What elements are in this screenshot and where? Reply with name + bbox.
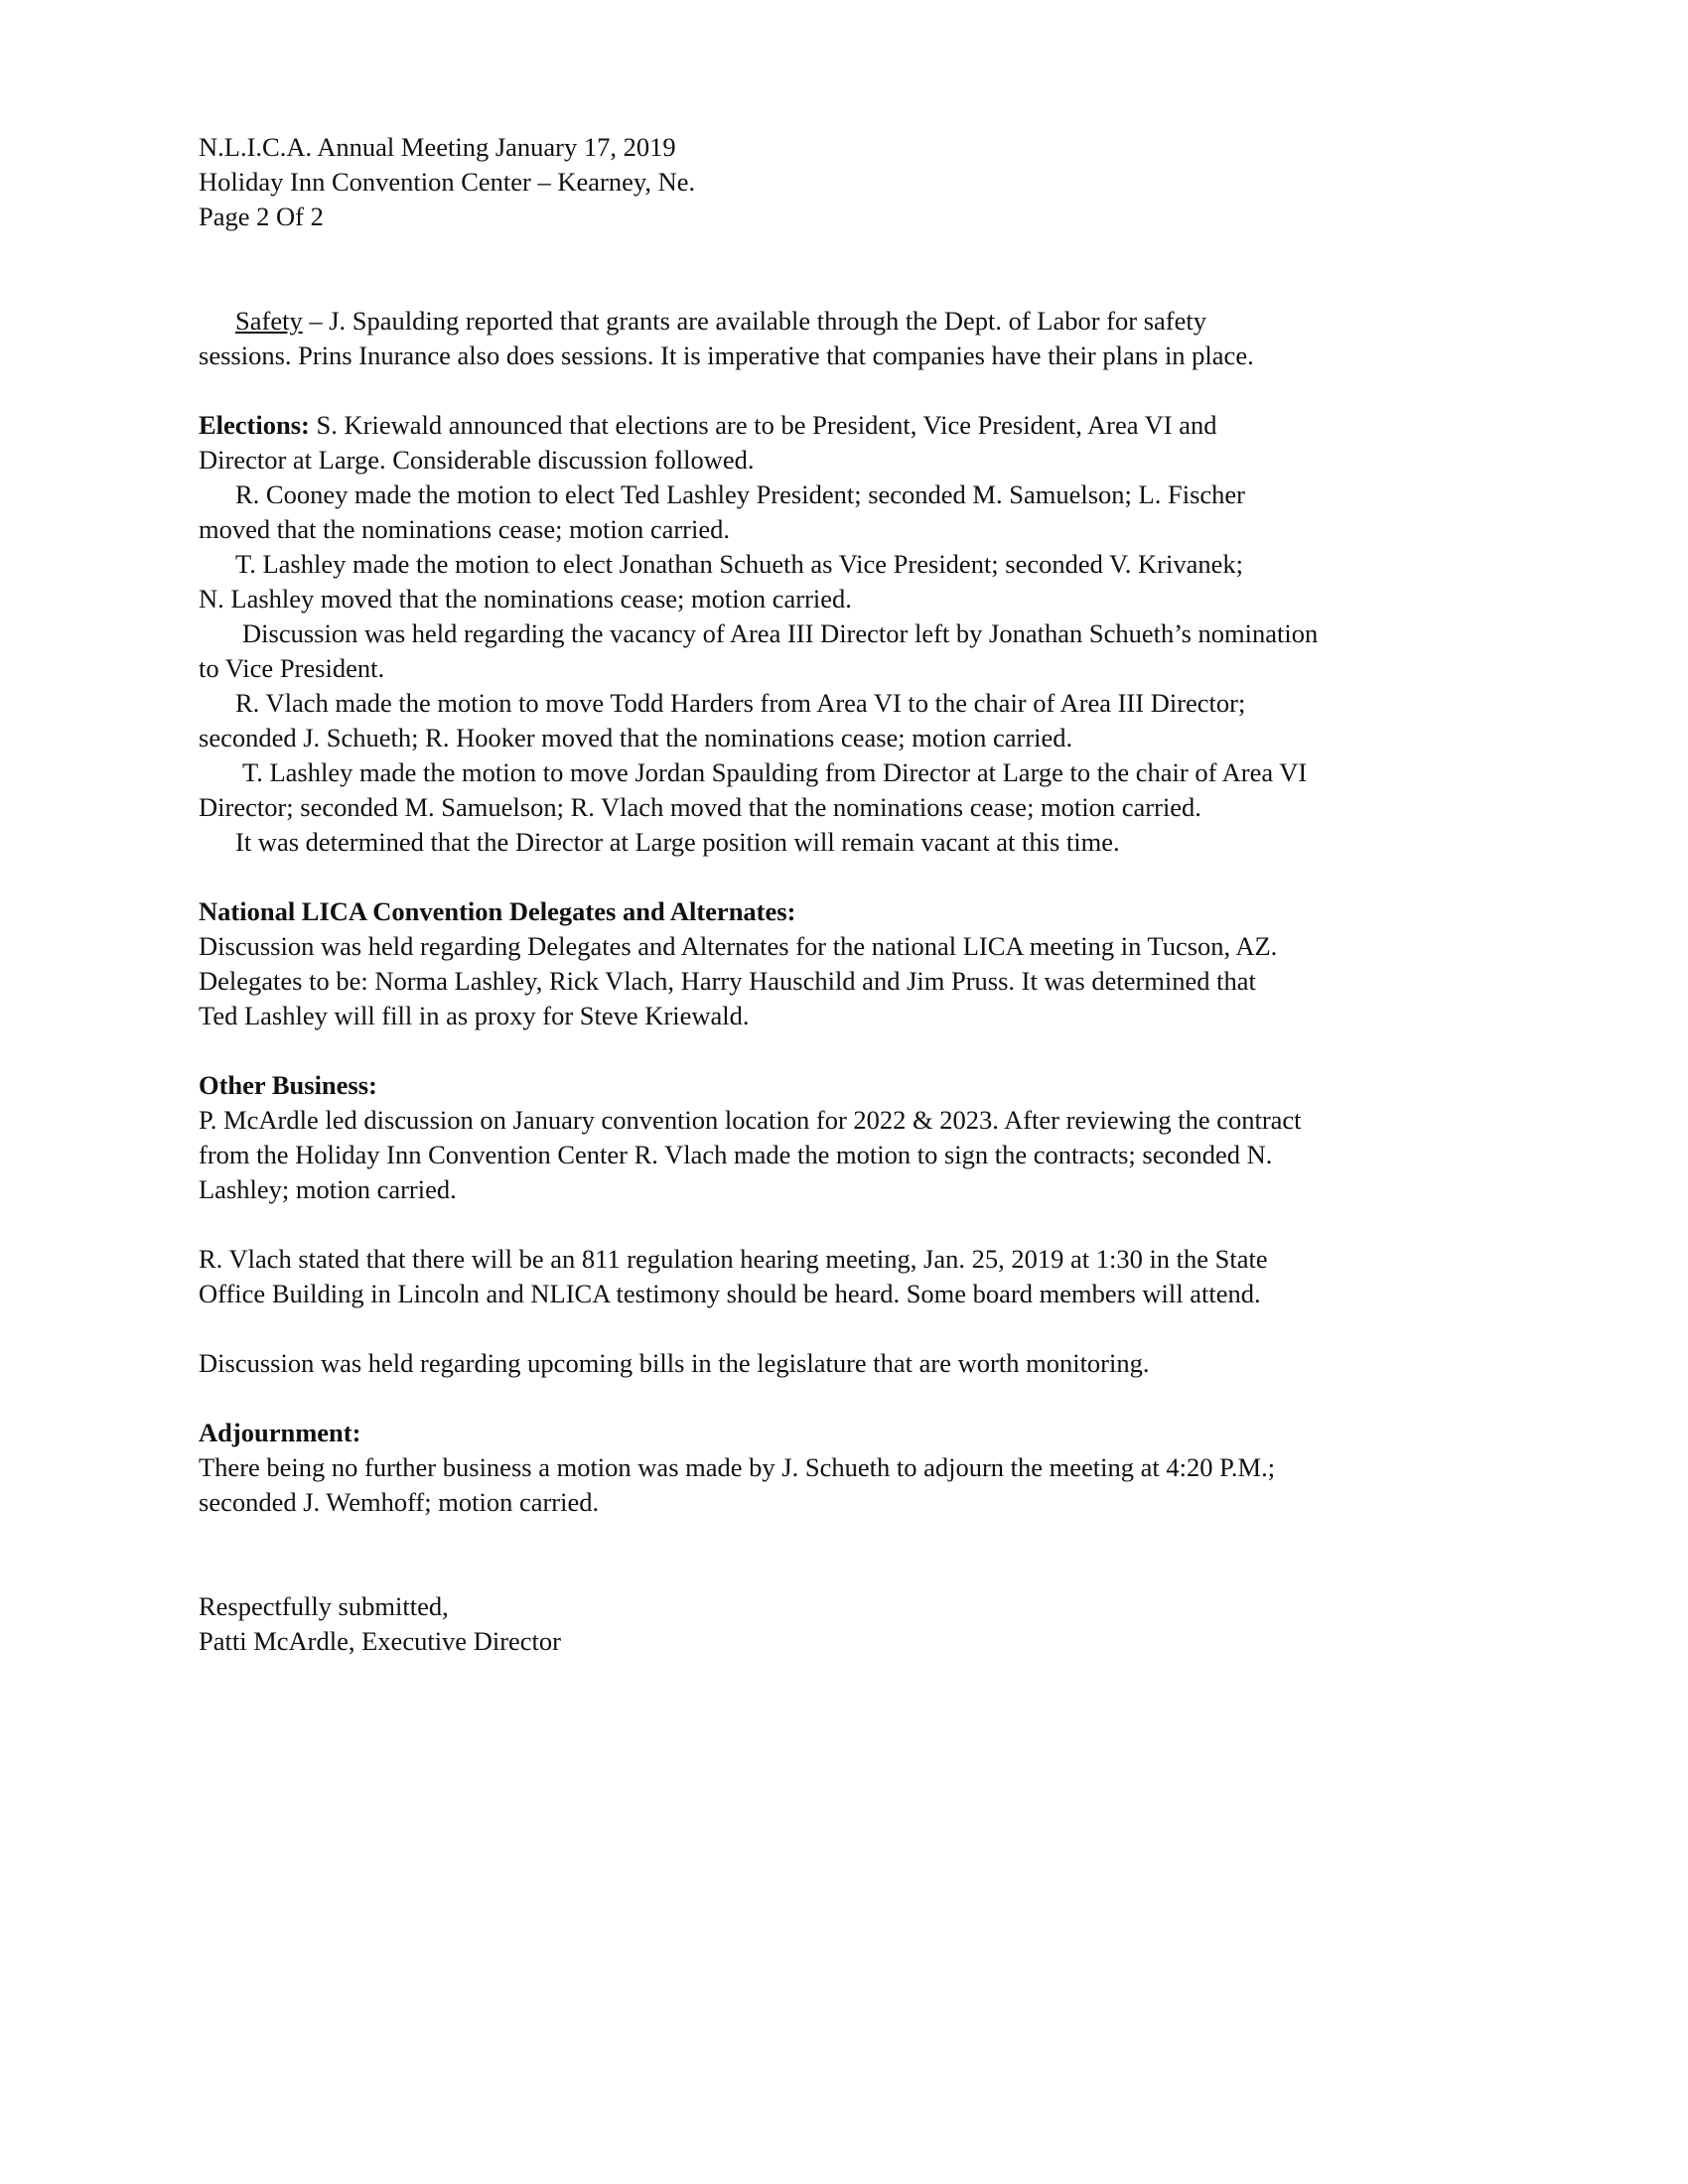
elections-line-9: R. Vlach made the motion to move Todd Harders from Area VI to the chair of Area III Director; (235, 688, 1246, 718)
safety-text-1: – J. Spaulding reported that grants are available through the Dept. of Labor for safety (302, 306, 1206, 336)
header-location: Holiday Inn Convention Center – Kearney, Ne. (199, 167, 696, 197)
delegates-heading: National LICA Convention Delegates and Alternates: (199, 896, 796, 926)
signature-name: Patti McArdle, Executive Director (199, 1626, 561, 1656)
adjournment-section (199, 1416, 1489, 1520)
other-business-section (199, 1068, 1489, 1381)
signature-closing: Respectfully submitted, (199, 1591, 449, 1621)
other-business-p1-line-3: Lashley; motion carried. (199, 1174, 457, 1204)
safety-heading: Safety (235, 306, 303, 336)
adjournment-line-1: There being no further business a motion was made by J. Schueth to adjourn the meeting at 4:20 P.M.; (199, 1452, 1276, 1482)
elections-line-7: Discussion was held regarding the vacancy of Area III Director left by Jonathan Schueth’s nomination (242, 618, 1319, 648)
document-header (199, 130, 1489, 234)
safety-line-2: sessions. Prins Inurance also does sessions. It is imperative that companies have their plans in place. (199, 341, 1254, 370)
elections-line-8: to Vice President. (199, 653, 385, 683)
elections-line-4: moved that the nominations cease; motion carried. (199, 514, 730, 544)
elections-line-1 (199, 408, 1489, 443)
adjournment-line-2: seconded J. Wemhoff; motion carried. (199, 1487, 600, 1517)
safety-line-1 (199, 304, 1489, 339)
elections-line-2: Director at Large. Considerable discussion followed. (199, 445, 755, 475)
other-business-p1-line-2: from the Holiday Inn Convention Center R. Vlach made the motion to sign the contracts; seconded N. (199, 1140, 1273, 1169)
other-business-p3-line-1: Discussion was held regarding upcoming bills in the legislature that are worth monitoring. (199, 1348, 1150, 1378)
elections-section (199, 408, 1489, 860)
adjournment-heading: Adjournment: (199, 1418, 361, 1447)
elections-line-5: T. Lashley made the motion to elect Jonathan Schueth as Vice President; seconded V. Krivanek; (235, 549, 1243, 579)
elections-line-11: T. Lashley made the motion to move Jordan Spaulding from Director at Large to the chair of Area VI (242, 757, 1308, 787)
elections-line-3: R. Cooney made the motion to elect Ted Lashley President; seconded M. Samuelson; L. Fischer (235, 479, 1245, 509)
document-page (199, 130, 1489, 1659)
other-business-p2-line-1: R. Vlach stated that there will be an 811 regulation hearing meeting, Jan. 25, 2019 at 1:30 in the State (199, 1244, 1268, 1274)
elections-line-12: Director; seconded M. Samuelson; R. Vlach moved that the nominations cease; motion carried. (199, 792, 1201, 822)
other-business-p1-line-1: P. McArdle led discussion on January convention location for 2022 & 2023. After reviewing the contract (199, 1105, 1302, 1135)
other-business-heading: Other Business: (199, 1070, 377, 1100)
elections-line-6: N. Lashley moved that the nominations cease; motion carried. (199, 584, 852, 614)
header-title: N.L.I.C.A. Annual Meeting January 17, 2019 (199, 132, 676, 162)
other-business-p2-line-2: Office Building in Lincoln and NLICA testimony should be heard. Some board members will attend. (199, 1279, 1261, 1308)
delegates-line-3: Ted Lashley will fill in as proxy for Steve Kriewald. (199, 1001, 750, 1030)
delegates-line-1: Discussion was held regarding Delegates and Alternates for the national LICA meeting in Tucson, AZ. (199, 931, 1278, 961)
elections-heading: Elections: (199, 410, 310, 440)
elections-line-13: It was determined that the Director at Large position will remain vacant at this time. (235, 827, 1120, 857)
elections-text-1: S. Kriewald announced that elections are to be President, Vice President, Area VI and (309, 410, 1217, 440)
signature-block (199, 1589, 1489, 1659)
elections-line-10: seconded J. Schueth; R. Hooker moved that the nominations cease; motion carried. (199, 723, 1073, 752)
delegates-section (199, 894, 1489, 1033)
header-page-number: Page 2 Of 2 (199, 202, 324, 231)
delegates-line-2: Delegates to be: Norma Lashley, Rick Vlach, Harry Hauschild and Jim Pruss. It was determined that (199, 966, 1256, 996)
safety-section (199, 304, 1489, 373)
